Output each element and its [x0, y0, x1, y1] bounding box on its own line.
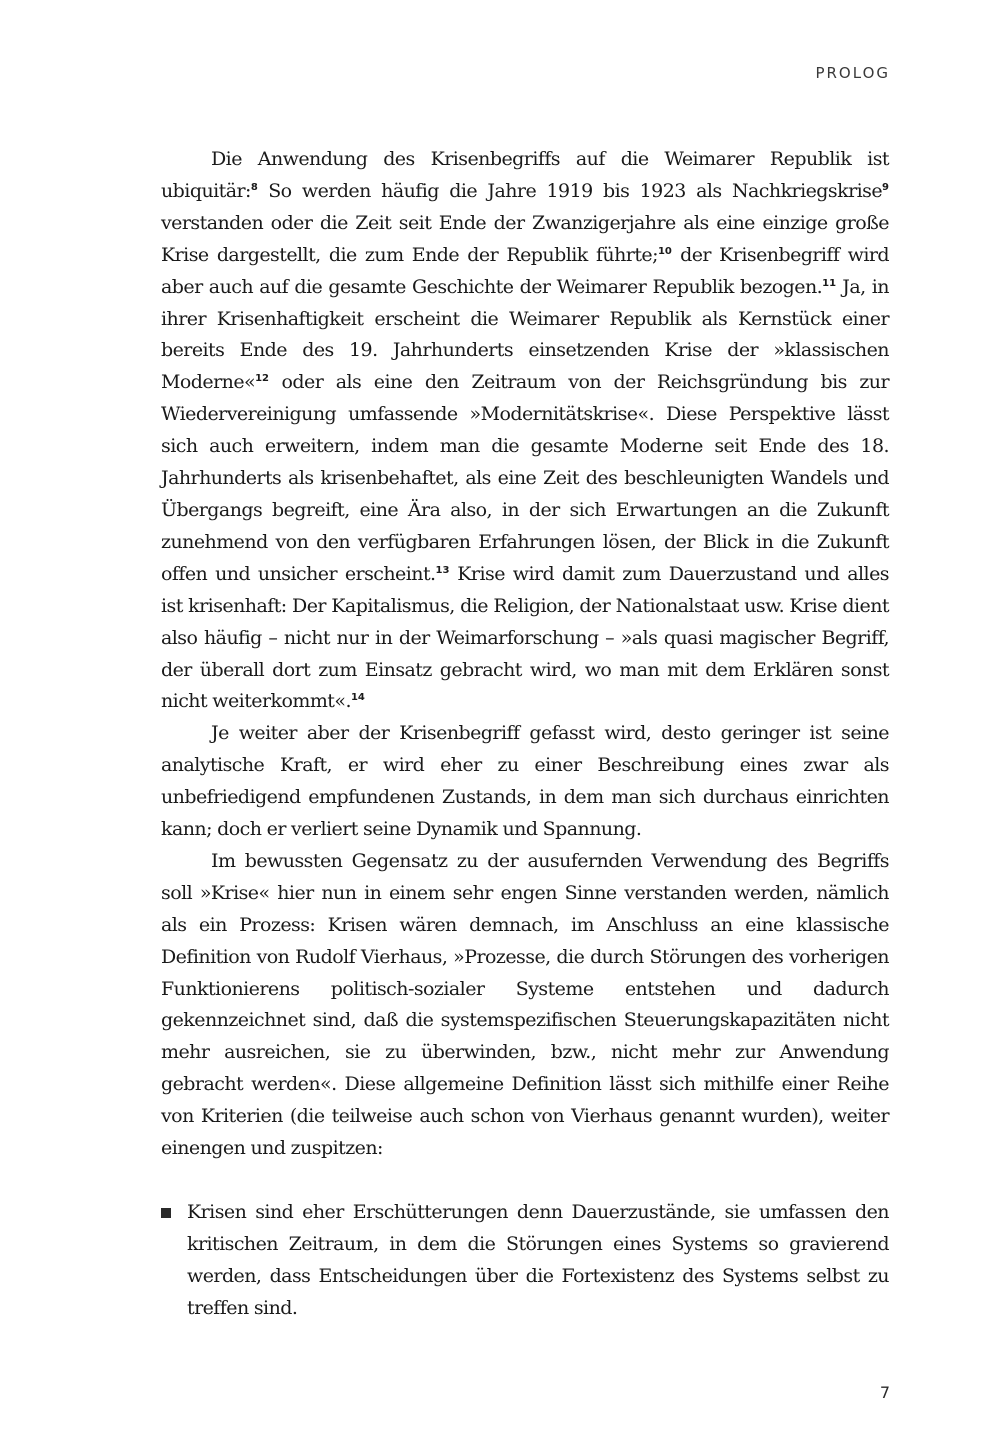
text-run: der Krisenbegriff wird aber auch auf die gesamte Geschichte der Weimarer Republik bezogen.: [161, 243, 889, 298]
text-run: verstanden oder die Zeit seit Ende der Zwanzigerjahre als eine einzige große Krise dargestellt, die zum Ende der Republik führte;: [161, 211, 889, 266]
footnote-marker: 9: [882, 181, 889, 193]
text-run: oder als eine den Zeitraum von der Reichsgründung bis zur Wiedervereinigung umfassende »Modernitätskrise«. Diese Perspektive lässt sich auch erweitern, indem man die gesamte Moderne seit Ende des 18. Jahrhunderts als krisenbehaftet, als eine Zeit des beschleunigten Wandels und Übergangs begreift, eine Ära also, in der sich Erwartungen an die Zukunft zunehmend von den verfügbaren Erfahrungen lösen, der Blick in die Zukunft offen und unsicher erscheint.: [161, 371, 889, 585]
footnote-marker: 12: [255, 373, 270, 385]
text-run: Ja, in ihrer Krisenhaftigkeit erscheint die Weimarer Republik als Kernstück einer bereits Ende des 19. Jahrhunderts einsetzenden Krise der »klassischen Moderne«: [161, 275, 889, 394]
footnote-marker: 13: [435, 564, 450, 576]
paragraph: [161, 846, 889, 1165]
paragraph: [161, 718, 889, 846]
square-bullet-icon: [161, 1208, 171, 1218]
footnote-marker: 11: [822, 277, 837, 289]
text-run: Die Anwendung des Krisenbegriffs auf die Weimarer Republik ist ubiquitär:: [161, 148, 889, 202]
footnote-marker: 14: [350, 692, 365, 704]
bullet-text: Krisen sind eher Erschütterungen denn Dauerzustände, sie umfassen den kritischen Zeitraum, in dem die Störungen eines Systems so gravierend werden, dass Entscheidungen über die Fortexistenz des Systems selbst zu treffen sind.: [187, 1201, 889, 1319]
text-run: Krise wird damit zum Dauerzustand und alles ist krisenhaft: Der Kapitalismus, die Religion, der Nationalstaat usw. Krise dient also häufig – nicht nur in der Weimarforschung – »als quasi magischer Begriff, der überall dort zum Einsatz gebracht wird, wo man mit dem Erklären sonst nicht weiterkommt«.: [161, 562, 889, 713]
text-run: So werden häufig die Jahre 1919 bis 1923 als Nachkriegskrise: [257, 179, 883, 202]
running-head: PROLOG: [815, 64, 890, 82]
footnote-marker: 10: [657, 245, 672, 257]
page-number: 7: [879, 1383, 890, 1402]
footnote-marker: 8: [250, 181, 258, 193]
text-run: Je weiter aber der Krisenbegriff gefasst wird, desto geringer ist seine analytische Kraft, er wird eher zu einer Beschreibung eines zwar als unbefriedigend empfundenen Zustands, in dem man sich durchaus einrichten kann; doch er verliert seine Dynamik und Spannung.: [161, 722, 889, 841]
bullet-item: [161, 1197, 889, 1325]
text-run: Im bewussten Gegensatz zu der ausufernden Verwendung des Begriffs soll »Krise« hier nun in einem sehr engen Sinne verstanden werden, nämlich als ein Prozess: Krisen wären demnach, im Anschluss an eine klassische Definition von Rudolf Vierhaus, »Prozesse, die durch Störungen des vorherigen Funktionierens politisch-sozialer Systeme entstehen und dadurch gekennzeichnet sind, daß die systemspezifischen Steuerungskapazitäten nicht mehr ausreichen, sie zu überwinden, bzw., nicht mehr zur Anwendung gebracht werden«. Diese allgemeine Definition lässt sich mithilfe einer Reihe von Kriterien (die teilweise auch schon von Vierhaus genannt wurden), weiter einengen und zuspitzen:: [161, 849, 889, 1160]
paragraph: [161, 144, 889, 718]
body-text: [161, 144, 889, 1165]
bullet-list: [161, 1197, 889, 1325]
